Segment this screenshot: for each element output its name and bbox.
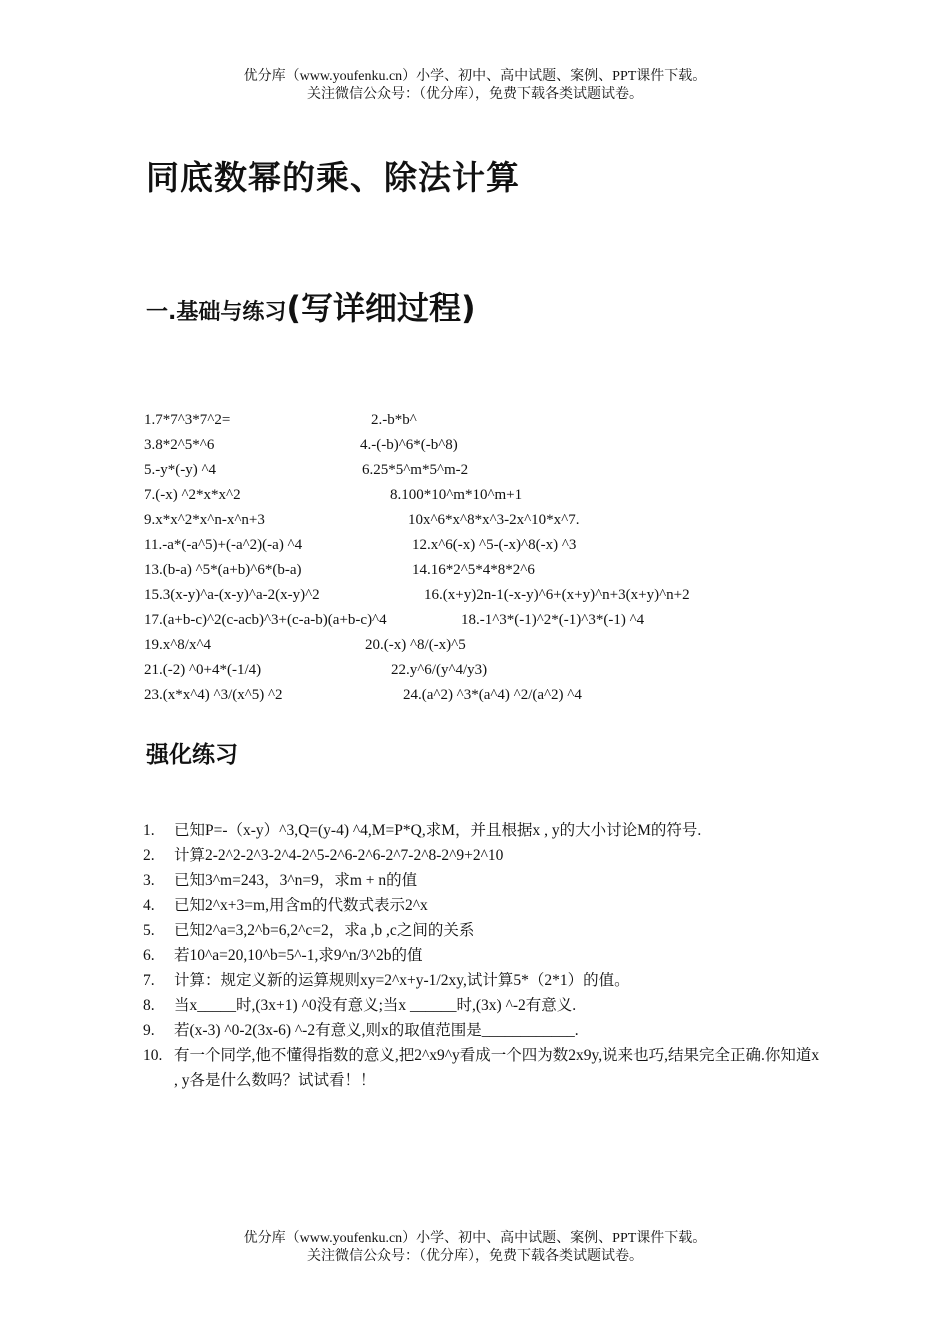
section-heading-basics bbox=[146, 283, 476, 329]
exercise-item: 20.(-x) ^8/(-x)^5 bbox=[365, 637, 466, 653]
page-footer-line-1: 优分库（www.youfenku.cn）小学、初中、高中试题、案例、PPT课件下载。 bbox=[243, 1231, 707, 1246]
item-text: 有一个同学,他不懂得指数的意义,把2^x9^y看成一个四为数2x9y,说来也巧,结果完全正确.你知道x , y各是什么数吗？试试看！！ bbox=[174, 1047, 820, 1089]
exercise-item: 24.(a^2) ^3*(a^4) ^2/(a^2) ^4 bbox=[403, 687, 582, 703]
item-number: 3. bbox=[143, 872, 155, 889]
list-item bbox=[143, 943, 823, 968]
item-number: 8. bbox=[143, 997, 155, 1014]
exercise-item: 16.(x+y)2n-1(-x-y)^6+(x+y)^n+3(x+y)^n+2 bbox=[424, 587, 690, 603]
exercise-item: 7.(-x) ^2*x*x^2 bbox=[144, 487, 241, 503]
item-text: 已知2^x+3=m,用含m的代数式表示2^x bbox=[174, 897, 428, 914]
list-item bbox=[143, 918, 823, 943]
item-text: 当x_____时,(3x+1) ^0没有意义;当x ______时,(3x) ^-2有意义. bbox=[174, 997, 577, 1014]
exercise-item: 23.(x*x^4) ^3/(x^5) ^2 bbox=[144, 687, 283, 703]
exercise-item: 22.y^6/(y^4/y3) bbox=[391, 662, 488, 678]
exercise-item: 10x^6*x^8*x^3-2x^10*x^7. bbox=[408, 512, 580, 528]
list-item bbox=[143, 968, 823, 993]
exercise-item: 21.(-2) ^0+4*(-1/4) bbox=[144, 662, 262, 678]
list-item bbox=[143, 818, 823, 843]
item-text: 已知2^a=3,2^b=6,2^c=2，求a ,b ,c之间的关系 bbox=[174, 922, 475, 939]
item-text: 已知3^m=243，3^n=9，求m + n的值 bbox=[174, 872, 418, 889]
list-item bbox=[143, 868, 823, 893]
exercise-item: 9.x*x^2*x^n-x^n+3 bbox=[144, 512, 265, 528]
exercise-item: 19.x^8/x^4 bbox=[144, 637, 211, 653]
item-number: 2. bbox=[143, 847, 155, 864]
list-item bbox=[143, 1043, 823, 1093]
exercise-item: 18.-1^3*(-1)^2*(-1)^3*(-1) ^4 bbox=[461, 612, 645, 628]
exercise-item: 14.16*2^5*4*8*2^6 bbox=[412, 562, 535, 578]
exercise-item: 1.7*7^3*7^2= bbox=[144, 412, 231, 428]
page-header-line-1: 优分库（www.youfenku.cn）小学、初中、高中试题、案例、PPT课件下载。 bbox=[243, 69, 707, 84]
item-number: 7. bbox=[143, 972, 155, 989]
list-item bbox=[143, 993, 823, 1018]
item-number: 9. bbox=[143, 1022, 155, 1039]
item-text: 若(x-3) ^0-2(3x-6) ^-2有意义,则x的取值范围是____________. bbox=[174, 1022, 579, 1039]
exercise-item: 15.3(x-y)^a-(x-y)^a-2(x-y)^2 bbox=[144, 587, 320, 603]
item-text: 若10^a=20,10^b=5^-1,求9^n/3^2b的值 bbox=[174, 947, 423, 964]
exercise-item: 6.25*5^m*5^m-2 bbox=[362, 462, 469, 478]
exercise-item: 17.(a+b-c)^2(c-acb)^3+(c-a-b)(a+b-c)^4 bbox=[144, 612, 387, 628]
section-heading-suffix: (写详细过程) bbox=[286, 289, 476, 327]
exercise-item: 3.8*2^5*^6 bbox=[144, 437, 215, 453]
page-footer-line-2: 关注微信公众号：（优分库），免费下载各类试题试卷。 bbox=[307, 1249, 643, 1264]
page-title: 同底数幂的乘、除法计算 bbox=[146, 158, 520, 197]
exercise-item: 12.x^6(-x) ^5-(-x)^8(-x) ^3 bbox=[412, 537, 577, 553]
reinforcement-list bbox=[143, 818, 823, 1093]
exercise-item: 4.-(-b)^6*(-b^8) bbox=[360, 437, 458, 453]
list-item bbox=[143, 843, 823, 868]
item-text: 已知P=-（x-y）^3,Q=(y-4) ^4,M=P*Q,求M，并且根据x , y的大小讨论M的符号. bbox=[174, 822, 702, 839]
section-heading-reinforcement: 强化练习 bbox=[146, 742, 238, 768]
item-number: 6. bbox=[143, 947, 155, 964]
exercise-item: 13.(b-a) ^5*(a+b)^6*(b-a) bbox=[144, 562, 302, 578]
item-text: 计算2-2^2-2^3-2^4-2^5-2^6-2^6-2^7-2^8-2^9+2^10 bbox=[174, 847, 504, 864]
section-heading-prefix: 一.基础与练习 bbox=[146, 300, 287, 325]
list-item bbox=[143, 1018, 823, 1043]
page-header-line-2: 关注微信公众号：（优分库），免费下载各类试题试卷。 bbox=[307, 87, 643, 102]
item-number: 1. bbox=[143, 822, 155, 839]
list-item bbox=[143, 893, 823, 918]
exercise-item: 11.-a*(-a^5)+(-a^2)(-a) ^4 bbox=[144, 537, 303, 553]
exercise-item: 8.100*10^m*10^m+1 bbox=[390, 487, 523, 503]
exercise-item: 5.-y*(-y) ^4 bbox=[144, 462, 217, 478]
item-number: 5. bbox=[143, 922, 155, 939]
item-number: 4. bbox=[143, 897, 155, 914]
item-text: 计算：规定义新的运算规则xy=2^x+y-1/2xy,试计算5*（2*1）的值。 bbox=[174, 972, 630, 989]
exercise-item: 2.-b*b^ bbox=[371, 412, 417, 428]
item-number: 10. bbox=[143, 1047, 163, 1064]
